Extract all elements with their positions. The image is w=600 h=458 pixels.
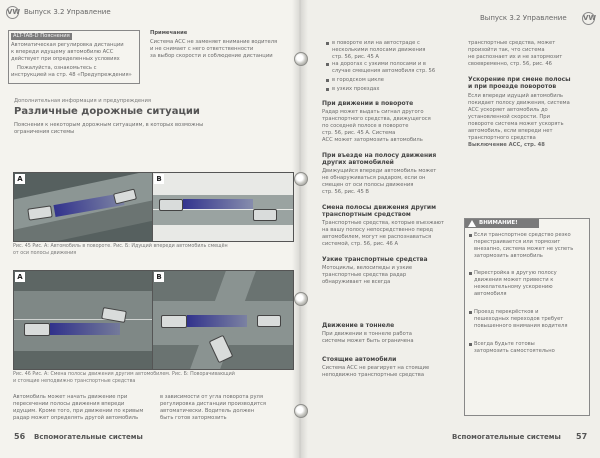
- body-line: несколькими полосами движения: [332, 47, 426, 53]
- body-line: стр. 56, рис. 45 B: [322, 189, 369, 195]
- warning-line: Если транспортное средство резко: [474, 232, 571, 238]
- subheading: При движении в повороте: [322, 100, 414, 107]
- warning-line: автомобиля: [474, 291, 507, 297]
- stopped-car: [257, 315, 281, 327]
- body-line: не обнаруживаться радаром, если он: [322, 175, 426, 181]
- binder-ring-icon: [294, 292, 308, 306]
- body-line: в узких проездах: [332, 86, 380, 92]
- body-line: по соседней полосе в повороте: [322, 123, 409, 129]
- warning-line: повышенного внимания водителя: [474, 323, 568, 329]
- body-line: транспортного средства: [468, 135, 536, 141]
- body-line: на вашу полосу непосредственно перед: [322, 227, 434, 233]
- footer-title: Вспомогательные системы: [34, 433, 143, 441]
- body-line: Выключение ACC, стр. 48: [468, 142, 545, 148]
- body-line: Движущийся впереди автомобиль может: [322, 168, 437, 174]
- figure-label: B: [154, 174, 164, 184]
- bullet-icon: [326, 63, 329, 66]
- subheading: других автомобилей: [322, 159, 394, 166]
- body-line: смещен от оси полосы движения: [322, 182, 414, 188]
- note-title: Примечание: [150, 30, 188, 36]
- warning-line: затормозить автомобиль: [474, 253, 543, 259]
- book-gutter: [292, 0, 308, 458]
- body-line: не распознает их и не затормозит: [468, 54, 563, 60]
- brand-logo-icon: VW: [6, 6, 19, 19]
- warning-box: [464, 218, 590, 416]
- warning-triangle-icon: [468, 220, 476, 227]
- body-line: транспортные средства радар: [322, 272, 407, 278]
- note-line: и не снимает с него ответственности: [150, 46, 254, 52]
- footer-title: Вспомогательные системы: [452, 433, 561, 441]
- body-line: произойти так, что система: [468, 47, 545, 53]
- body-line: быть готов затормозить: [160, 415, 227, 421]
- body-line: При движении в тоннеле работа: [322, 331, 412, 337]
- own-car: [159, 199, 183, 211]
- subheading: Смена полосы движения другим: [322, 204, 436, 211]
- radar-beam: [50, 323, 120, 335]
- body-line: Радар может выдать сигнал другого: [322, 109, 424, 115]
- bullet-icon: [326, 42, 329, 45]
- breadcrumb: Дополнительная информация и предупреждения: [14, 98, 151, 104]
- bullet-icon: [469, 272, 472, 275]
- subheading: Движение в тоннеле: [322, 322, 395, 329]
- own-car: [24, 323, 50, 336]
- body-line: регулировка дистанции производится: [160, 401, 266, 407]
- brand-logo-icon: VW: [582, 12, 595, 25]
- binder-ring-icon: [294, 404, 308, 418]
- page-number: 56: [14, 432, 26, 441]
- body-line: стр. 56, рис. 45 A: [332, 54, 379, 60]
- body-line: повороте система может ускорять: [468, 121, 564, 127]
- body-line: в зависимости от угла поворота руля: [160, 394, 263, 400]
- bullet-icon: [469, 311, 472, 314]
- intro-line: Пояснения к некоторым дорожным ситуациям, в которых возможны: [14, 122, 204, 128]
- bullet-icon: [326, 88, 329, 91]
- figure-label: A: [15, 272, 25, 282]
- body-line: транспортного средства, движущегося: [322, 116, 431, 122]
- radar-beam: [183, 199, 253, 209]
- figure-caption: Рис. 45 Рис. А: Автомобиль в повороте. Рис. Б: Идущий впереди автомобиль смещён: [13, 244, 228, 249]
- warning-line: внезапно, система может не успеть: [474, 246, 574, 252]
- body-line: системой, стр. 56, рис. 46 A: [322, 241, 399, 247]
- info-line: действует при определенных условиях: [11, 56, 120, 62]
- intro-line: ограничения системы: [14, 129, 75, 135]
- binder-ring-icon: [294, 172, 308, 186]
- warning-line: нежелательному ускорению: [474, 284, 553, 290]
- body-line: Мотоциклы, велосипеды и узкие: [322, 265, 413, 271]
- body-line: радар может определять другой автомобиль: [13, 415, 139, 421]
- body-line: идущим. Кроме того, при движении по кривым: [13, 408, 144, 414]
- road: [14, 291, 152, 351]
- body-line: неподвижно транспортные средства: [322, 372, 425, 378]
- warning-line: перестраивается или тормозит: [474, 239, 561, 245]
- warning-header: ВНИМАНИЕ!: [465, 219, 539, 228]
- subheading: Узкие транспортные средства: [322, 256, 428, 263]
- body-line: на дорогах с узкими полосами и в: [332, 61, 426, 67]
- other-car: [253, 209, 277, 221]
- body-line: ACC может затормозить автомобиль: [322, 137, 423, 143]
- warning-line: затормозить самостоятельно: [474, 348, 555, 354]
- body-line: покидает полосу движения, система: [468, 100, 570, 106]
- body-line: установленной скорости. При: [468, 114, 550, 120]
- info-line: инструкцией на стр. 48 «Предупреждения»: [11, 72, 132, 78]
- bullet-icon: [326, 79, 329, 82]
- subheading: При въезде на полосу движения: [322, 152, 437, 159]
- warning-line: Перестройка в другую полосу: [474, 270, 557, 276]
- note-line: за выбор скорости и соблюдение дистанции: [150, 53, 273, 59]
- figure-label: B: [154, 272, 164, 282]
- own-car: [161, 315, 187, 328]
- radar-beam: [187, 315, 247, 327]
- warning-line: пешеходных переходов требует: [474, 316, 564, 322]
- info-line: Пожалуйста, ознакомьтесь с: [17, 65, 97, 71]
- left-header-title: Выпуск 3.2 Управление: [24, 8, 111, 16]
- body-line: Транспортные средства, которые въезжают: [322, 220, 445, 226]
- body-line: транспортные средства, может: [468, 40, 556, 46]
- figure-46-a: [13, 270, 153, 370]
- subheading: Ускорение при смене полосы: [468, 76, 571, 83]
- lane-marking: [14, 319, 152, 320]
- figure-caption: Рис. 46 Рис. А: Смена полосы движения другим автомобилем. Рис. Б: Поворачивающий: [13, 372, 235, 377]
- subheading: транспортным средством: [322, 211, 411, 218]
- warning-line: Всегда будьте готовы: [474, 341, 535, 347]
- body-line: случае смещения автомобиля стр. 56: [332, 68, 436, 74]
- info-box: [8, 30, 140, 84]
- bullet-icon: [469, 343, 472, 346]
- subheading: Стоящие автомобили: [322, 356, 397, 363]
- info-line: к впереди идущему автомобилю ACC: [11, 49, 114, 55]
- warning-line: движения может привести к: [474, 277, 554, 283]
- note-line: Система ACC не заменяет внимание водителя: [150, 39, 278, 45]
- body-line: автомобиль, если впереди нет: [468, 128, 553, 134]
- info-box-title: ALT-TAB-D Пояснения: [13, 33, 70, 39]
- binder-ring-icon: [294, 52, 308, 66]
- figure-45-a: [13, 172, 153, 242]
- section-title: Различные дорожные ситуации: [14, 106, 200, 117]
- body-line: автоматически. Водитель должен: [160, 408, 255, 414]
- body-line: системы может быть ограничена: [322, 338, 414, 344]
- body-line: Если впереди идущий автомобиль: [468, 93, 563, 99]
- figure-45-b: [152, 172, 294, 242]
- body-line: Система ACC не реагирует на стоящие: [322, 365, 430, 371]
- info-line: Автоматическая регулировка дистанции: [11, 42, 124, 48]
- bullet-icon: [469, 234, 472, 237]
- figure-caption: от оси полосы движения: [13, 251, 77, 256]
- body-line: обнаруживает не всегда: [322, 279, 391, 285]
- subheading: и при проезде поворотов: [468, 83, 557, 90]
- body-line: своевременно, стр. 56, рис. 46: [468, 61, 552, 67]
- figure-46-b: [152, 270, 294, 370]
- body-line: Автомобиль может начать движение при: [13, 394, 128, 400]
- page-number: 57: [576, 432, 588, 441]
- body-line: автомобилем, могут не распознаваться: [322, 234, 432, 240]
- right-header-title: Выпуск 3.2 Управление: [480, 14, 567, 22]
- right-page: [300, 0, 600, 458]
- body-line: в городском цикле: [332, 77, 384, 83]
- body-line: пересечении полосы движения впереди: [13, 401, 125, 407]
- body-line: в повороте или на автостраде с: [332, 40, 420, 46]
- warning-line: Проезд перекрёстков и: [474, 309, 539, 315]
- figure-label: A: [15, 174, 25, 184]
- figure-caption: и стоящие неподвижно транспортные средства: [13, 379, 136, 384]
- body-line: ACC ускоряет автомобиль до: [468, 107, 548, 113]
- body-line: стр. 56, рис. 45 A. Система: [322, 130, 396, 136]
